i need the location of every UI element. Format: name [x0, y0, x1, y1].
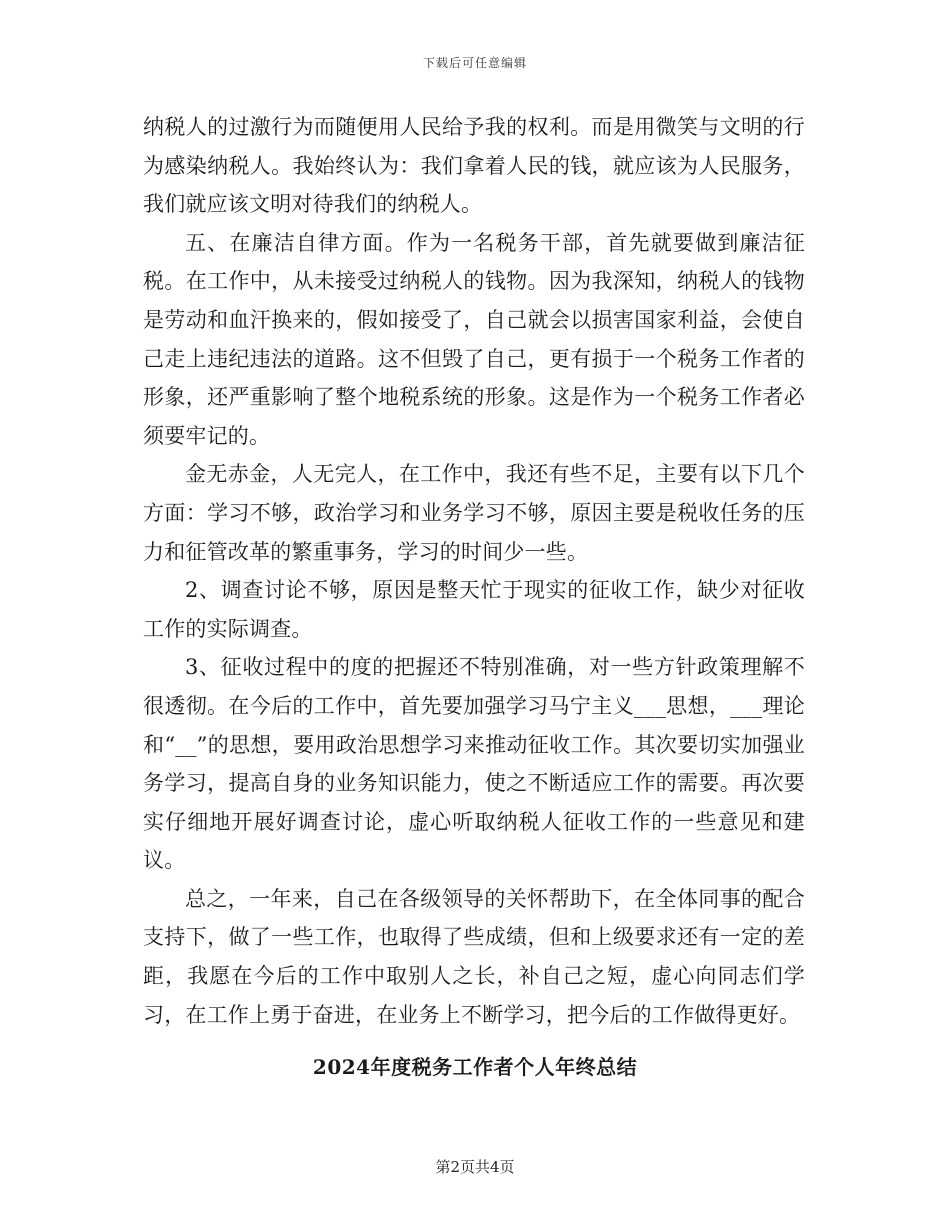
- page-header: 下载后可任意编辑: [422, 56, 527, 70]
- next-document-title: 2024年度税务工作者个人年终总结: [312, 1055, 638, 1079]
- paragraph-integrity: 五、在廉洁自律方面。作为一名税务干部，首先就要做到廉洁征税。在工作中，从未接受过纳税人的钱物。因为我深知，纳税人的钱物是劳动和血汗换来的，假如接受了，自己就会以损害国家利益，会使自己走上违纪违法的道路。这不但毁了自己，更有损于一个税务工作者的形象，还严重影响了整个地税系统的形象。这是作为一个税务工作者必须要牢记的。: [143, 230, 805, 448]
- paragraph-shortcomings: 金无赤金，人无完人，在工作中，我还有些不足，主要有以下几个方面：学习不够，政治学习和业务学习不够，原因主要是税收任务的压力和征管改革的繁重事务，学习的时间少一些。: [143, 462, 805, 564]
- paragraph-conclusion: 总之，一年来，自己在各级领导的关怀帮助下，在全体同事的配合支持下，做了一些工作，也取得了些成绩，但和上级要求还有一定的差距，我愿在今后的工作中取别人之长，补自己之短，虚心向同志们学习，在工作上勇于奋进，在业务上不断学习，把今后的工作做得更好。: [143, 886, 805, 1027]
- document-body: [143, 108, 805, 1034]
- paragraph-point-3: 3、征收过程中的度的把握还不特别准确，对一些方针政策理解不很透彻。在今后的工作中，首先要加强学习马宁主义___思想，___理论和“__”的思想，要用政治思想学习来推动征收工作。其次要切实加强业务学习，提高自身的业务知识能力，使之不断适应工作的需要。再次要实仔细地开展好调查讨论，虚心听取纳税人征收工作的一些意见和建议。: [143, 655, 805, 873]
- page-number-footer: 第2页共4页: [435, 1158, 515, 1176]
- paragraph-point-2: 2、调查讨论不够，原因是整天忙于现实的征收工作，缺少对征收工作的实际调查。: [143, 578, 805, 641]
- paragraph-continuation: 纳税人的过激行为而随便用人民给予我的权利。而是用微笑与文明的行为感染纳税人。我始终认为：我们拿着人民的钱，就应该为人民服务，我们就应该文明对待我们的纳税人。: [143, 115, 805, 217]
